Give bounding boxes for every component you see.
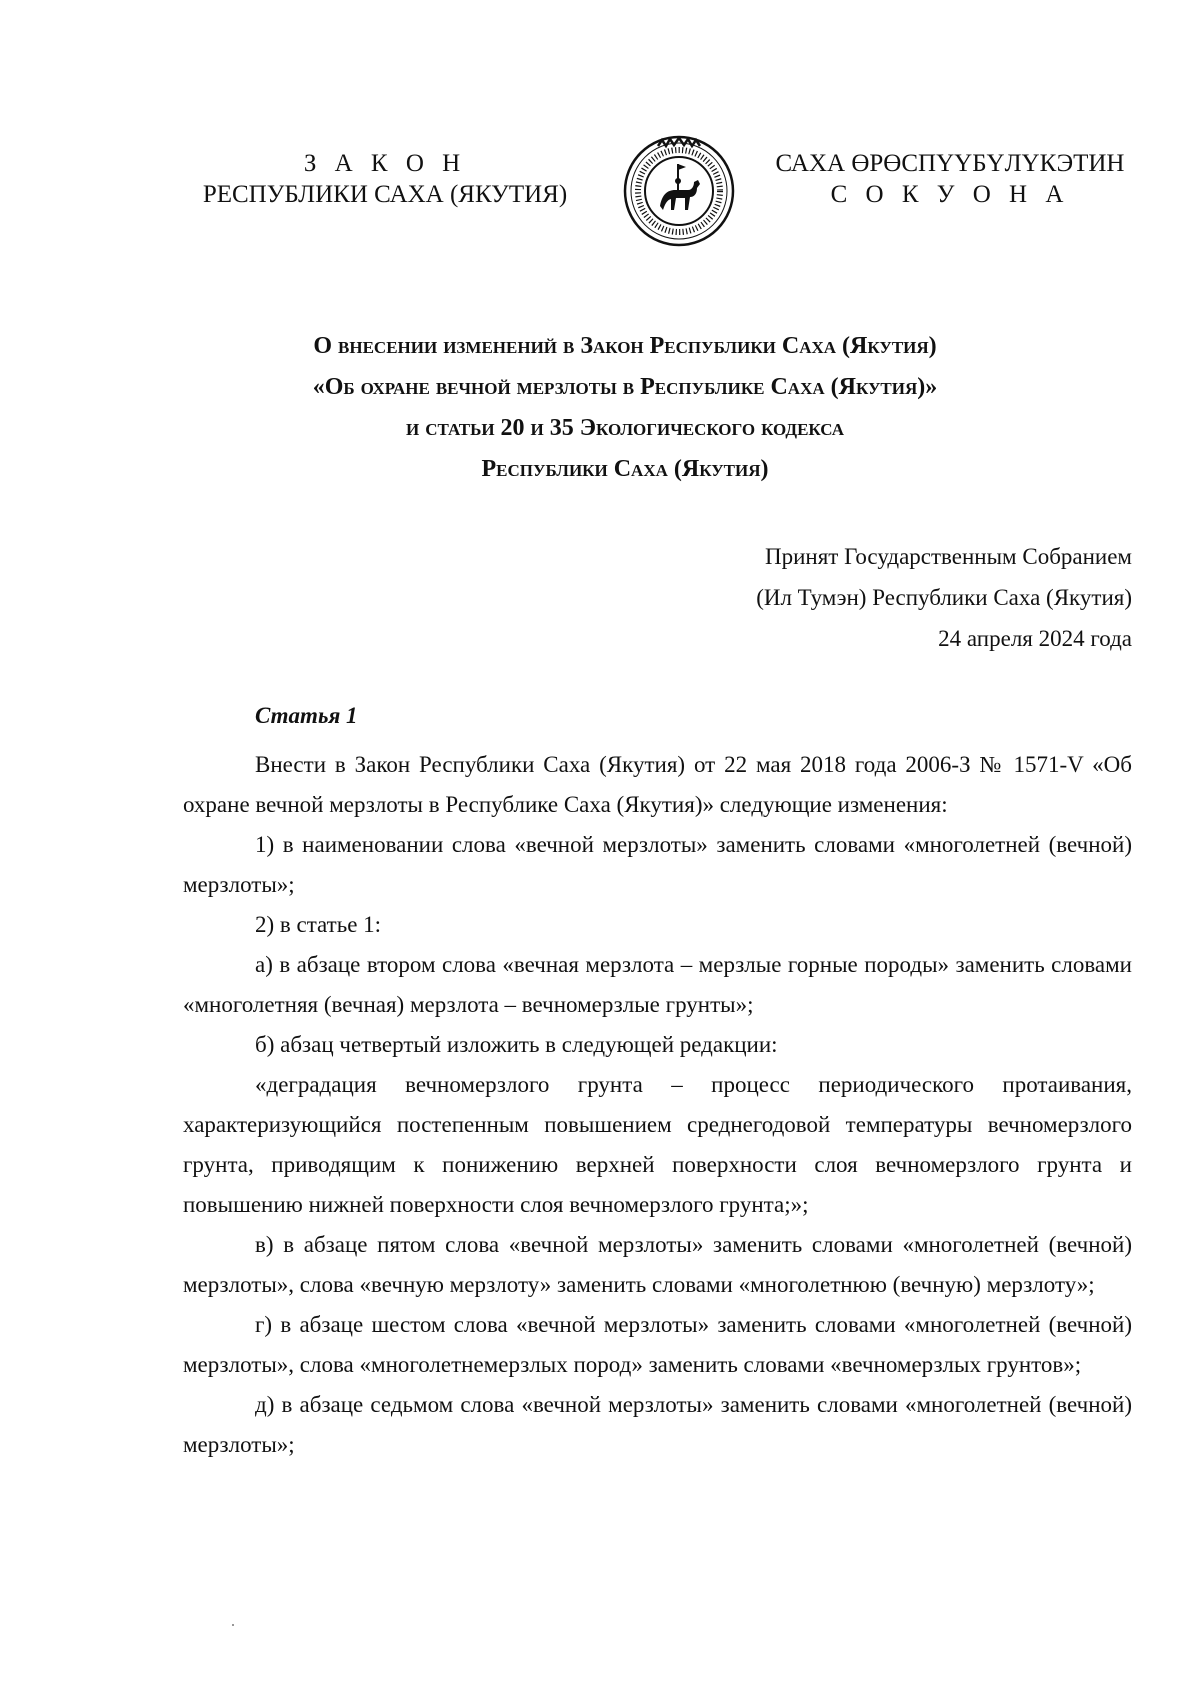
title-line: и статьи 20 и 35 Экологического кодекса [405,415,845,441]
header-left [180,148,590,210]
paragraph: а) в абзаце втором слова «вечная мерзлота – мерзлые горные породы» заменить словами «многолетняя (вечная) мерзлота – вечномерзлые грунты»; [183,952,1132,1017]
adoption-line: (Ил Тумэн) Республики Саха (Якутия) [756,585,1132,610]
republic-name-ru: РЕСПУБЛИКИ САХА (ЯКУТИЯ) [202,181,568,208]
paragraph: б) абзац четвертый изложить в следующей редакции: [255,1032,778,1057]
adoption-note [756,536,1132,659]
paragraph: 1) в наименовании слова «вечной мерзлоты» заменить словами «многолетней (вечной) мерзлоты»; [183,832,1132,897]
paragraph: в) в абзаце пятом слова «вечной мерзлоты» заменить словами «многолетней (вечной) мерзлоты», слова «вечную мерзлоту» заменить словами «многолетнюю (вечную) мерзлоту»; [183,1232,1132,1297]
scan-speck [232,1624,234,1626]
law-label: З А К О Н [303,150,467,177]
header-right [770,148,1130,210]
paragraph: «деградация вечномерзлого грунта – процесс периодического протаивания, характеризующийся постепенным повышением среднегодовой температуры вечномерзлого грунта, приводящим к понижению верхней поверхности слоя вечномерзлого грунта и повышению нижней поверхности слоя вечномерзлого грунта;»; [183,1072,1132,1217]
adoption-line: Принят Государственным Собранием [764,544,1132,569]
document-title [150,326,1100,490]
republic-name-sakha: САХА ӨРӨСПҮҮБҮЛҮКЭТИН [775,150,1125,177]
paragraph: г) в абзаце шестом слова «вечной мерзлоты» заменить словами «многолетней (вечной) мерзлоты», слова «многолетнемерзлых пород» заменить словами «вечномерзлых грунтов»; [183,1312,1132,1377]
law-label-sakha: С О К У О Н А [830,181,1070,208]
article-heading: Статья 1 [255,703,358,728]
title-line: О внесении изменений в Закон Республики Саха (Якутия) [313,333,937,359]
paragraph: Внести в Закон Республики Саха (Якутия) от 22 мая 2018 года 2006-З № 1571-V «Об охране вечной мерзлоты в Республике Саха (Якутия)» следующие изменения: [183,752,1132,817]
paragraph: д) в абзаце седьмом слова «вечной мерзлоты» заменить словами «многолетней (вечной) мерзлоты»; [183,1392,1132,1457]
title-line: Республики Саха (Якутия) [481,456,769,482]
paragraph: 2) в статье 1: [255,912,382,937]
title-line: «Об охране вечной мерзлоты в Республике Саха (Якутия)» [312,374,938,400]
adoption-date: 24 апреля 2024 года [938,626,1132,651]
article-body [183,745,1132,1465]
coat-of-arms-emblem [622,134,736,248]
